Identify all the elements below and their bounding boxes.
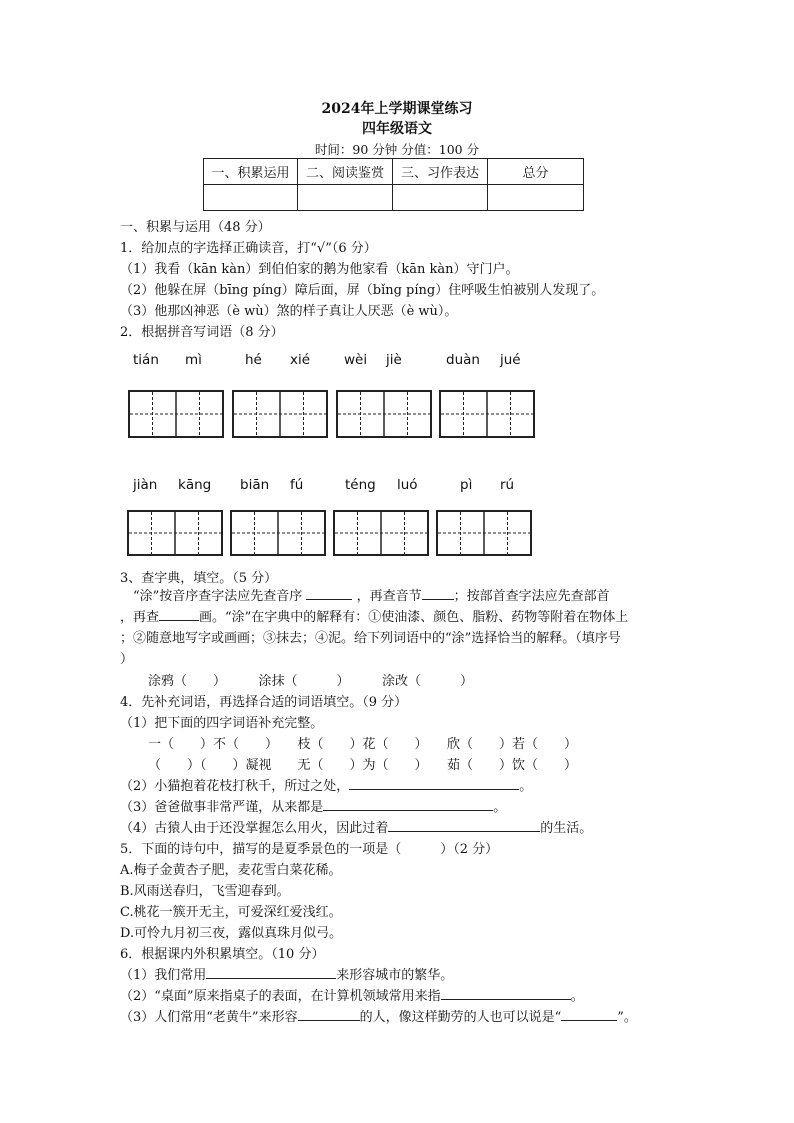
score-header-cell: 总分 bbox=[488, 159, 584, 185]
question-text: （3）人们常用“老黄牛”来形容 bbox=[120, 1010, 298, 1025]
idiom-row: 一（ ）不（ ） 枝（ ）花（ ） 欣（ ）若（ ） bbox=[148, 737, 578, 752]
question-text: 来形容城市的繁华。 bbox=[336, 968, 454, 983]
paragraph-line bbox=[120, 607, 675, 628]
score-table-input-row bbox=[204, 185, 584, 211]
answer-option[interactable]: C.桃花一簇开无主，可爱深红爱浅红。 bbox=[120, 905, 342, 920]
page-subtitle: 四年级语文 bbox=[362, 121, 432, 137]
question-text: 。 bbox=[570, 989, 584, 1004]
score-header-cell: 三、习作表达 bbox=[393, 159, 488, 185]
question-paragraph bbox=[120, 586, 675, 670]
answer-blank[interactable] bbox=[298, 1008, 360, 1021]
idiom-row: （ ）（ ）凝视 无（ ）为（ ） 茹（ ）饮（ ） bbox=[148, 758, 578, 773]
question-text: ”。 bbox=[617, 1010, 637, 1025]
pinyin-label: biān bbox=[240, 477, 270, 493]
paragraph-line: ；②随意地写字或画画；③抹去；④泥。给下列词语中的“涂”选择恰当的解释。（填序号 bbox=[120, 631, 621, 646]
question-line bbox=[120, 817, 592, 836]
pinyin-label: tián bbox=[133, 352, 159, 368]
score-input-cell[interactable] bbox=[393, 185, 488, 211]
answer-option[interactable]: D.可怜九月初三夜，露似真珠月似弓。 bbox=[120, 926, 343, 941]
pinyin-label: mì bbox=[185, 352, 202, 368]
answer-option[interactable]: B.风雨送春归，飞雪迎春到。 bbox=[120, 884, 290, 899]
question-line bbox=[120, 796, 506, 815]
writing-grid[interactable] bbox=[232, 390, 328, 438]
question-text: 的生活。 bbox=[540, 821, 593, 836]
paragraph-text: ；按部首查字法应先查部首 bbox=[453, 589, 610, 604]
pinyin-label: kāng bbox=[178, 477, 212, 493]
question-text: （2）“桌面”原来指桌子的表面，在计算机领域常用来指 bbox=[120, 989, 441, 1004]
paragraph-text: ，再查音节 bbox=[356, 589, 422, 604]
question-text: （2）小猫抱着花枝打秋千，所过之处， bbox=[120, 779, 350, 794]
writing-grid[interactable] bbox=[336, 390, 432, 438]
question-line bbox=[120, 985, 584, 1004]
writing-grid[interactable] bbox=[127, 510, 223, 556]
paragraph-text: “涂”按音序查字法应先查音序 bbox=[133, 589, 303, 604]
pinyin-label: hé bbox=[245, 352, 262, 368]
score-header-cell: 一、积累运用 bbox=[204, 159, 298, 185]
pinyin-label: jué bbox=[500, 352, 521, 368]
question-title: 3、查字典，填空。（5 分） bbox=[120, 571, 278, 586]
score-input-cell[interactable] bbox=[204, 185, 298, 211]
question-line: （1）把下面的四字词语补充完整。 bbox=[120, 716, 324, 731]
pinyin-label: duàn bbox=[446, 352, 480, 368]
question-line bbox=[120, 775, 532, 794]
paragraph-text: 画。“涂”在字典中的解释有：①使油漆、颜色、脂粉、药物等附着在物体上 bbox=[199, 610, 629, 625]
answer-blank[interactable] bbox=[159, 608, 199, 621]
question-title: 4．先补充词语，再选择合适的词语填空。（9 分） bbox=[120, 695, 408, 710]
pinyin-label: fú bbox=[290, 477, 304, 493]
pinyin-label: rú bbox=[500, 477, 515, 493]
question-title: 6．根据课内外积累填空。（10 分） bbox=[120, 947, 325, 962]
answer-blank[interactable] bbox=[306, 587, 352, 600]
answer-option[interactable]: A.梅子金黄杏子肥，麦花雪白菜花稀。 bbox=[120, 863, 342, 878]
answer-blank[interactable] bbox=[441, 987, 571, 1000]
paragraph-line: ） bbox=[120, 652, 134, 667]
page-title: 2024年上学期课堂练习 bbox=[321, 101, 473, 117]
pinyin-label: jiè bbox=[386, 352, 402, 368]
pinyin-label: jiàn bbox=[133, 477, 158, 493]
question-title: 1．给加点的字选择正确读音，打“√”（6 分） bbox=[120, 241, 377, 256]
question-title: 2．根据拼音写词语（8 分） bbox=[120, 325, 284, 340]
pinyin-label: pì bbox=[460, 477, 473, 493]
pinyin-label: xié bbox=[290, 352, 311, 368]
section-heading: 一、积累与运用（48 分） bbox=[120, 220, 271, 235]
word-choice-row: 涂鸦（ ） 涂抹（ ） 涂改（ ） bbox=[148, 674, 474, 689]
pinyin-label: luó bbox=[397, 477, 418, 493]
writing-grid[interactable] bbox=[128, 390, 224, 438]
question-text: 。 bbox=[493, 800, 507, 815]
pinyin-label: téng bbox=[345, 477, 376, 493]
answer-blank[interactable] bbox=[206, 966, 336, 979]
writing-grid[interactable] bbox=[436, 510, 532, 556]
score-header-cell: 二、阅读鉴赏 bbox=[298, 159, 393, 185]
score-table bbox=[203, 158, 584, 211]
score-table-header-row bbox=[204, 159, 584, 185]
paragraph-line bbox=[120, 586, 675, 607]
answer-blank[interactable] bbox=[349, 777, 519, 790]
question-line bbox=[120, 1006, 637, 1025]
question-line bbox=[120, 964, 453, 983]
exam-meta: 时间：90 分钟 分值：100 分 bbox=[314, 142, 480, 157]
writing-grid[interactable] bbox=[439, 390, 535, 438]
question-line: （3）他那凶神恶（è wù）煞的样子真让人厌恶（è wù）。 bbox=[120, 304, 458, 319]
question-text: 。 bbox=[519, 779, 533, 794]
writing-grid[interactable] bbox=[333, 510, 429, 556]
question-text: （1）我们常用 bbox=[120, 968, 207, 983]
answer-blank[interactable] bbox=[561, 1008, 617, 1021]
question-text: （4）古猿人由于还没掌握怎么用火，因此过着 bbox=[120, 821, 389, 836]
question-line: （1）我看（kān kàn）到伯伯家的鹅为他家看（kān kàn）守门户。 bbox=[120, 262, 519, 277]
writing-grid[interactable] bbox=[230, 510, 326, 556]
question-title: 5．下面的诗句中，描写的是夏季景色的一项是（ ）（2 分） bbox=[120, 842, 499, 857]
score-input-cell[interactable] bbox=[488, 185, 584, 211]
answer-blank[interactable] bbox=[422, 587, 454, 600]
pinyin-label: wèi bbox=[344, 352, 368, 368]
answer-blank[interactable] bbox=[388, 819, 540, 832]
paragraph-text: ，再查 bbox=[120, 610, 160, 625]
score-input-cell[interactable] bbox=[298, 185, 393, 211]
question-text: 的人，像这样勤劳的人也可以说是“ bbox=[359, 1010, 562, 1025]
question-line: （2）他躲在屏（bīng píng）障后面，屏（bǐng píng）住呼吸生怕被别人发现了。 bbox=[120, 283, 605, 298]
question-text: （3）爸爸做事非常严谨，从来都是 bbox=[120, 800, 324, 815]
answer-blank[interactable] bbox=[323, 798, 493, 811]
